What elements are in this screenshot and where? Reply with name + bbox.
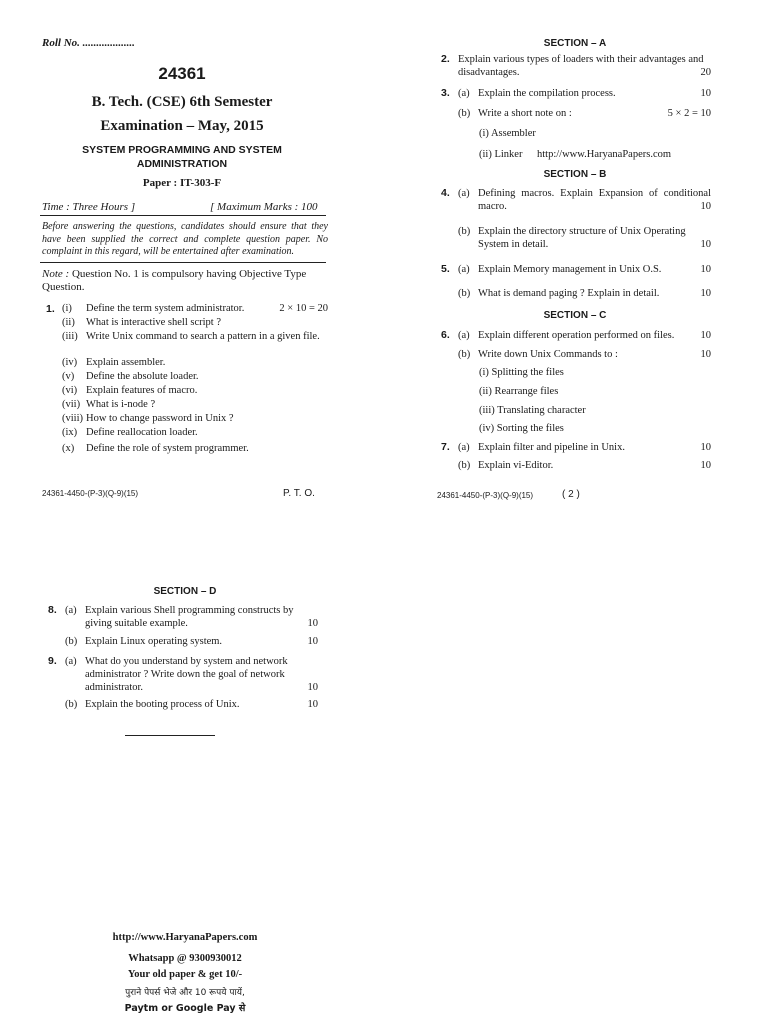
q6b-text: Write down Unix Commands to : — [478, 349, 618, 360]
q8b-text: Explain Linux operating system. — [85, 636, 223, 647]
q7b-text: Explain vi-Editor. — [478, 460, 554, 471]
q1-item-text: Explain assembler. — [86, 357, 166, 368]
q1-item-label: (ii) — [62, 317, 75, 328]
note — [42, 268, 328, 293]
q6b-iii: (iii) Translating character — [479, 405, 586, 416]
q3b-text: Write a short note on : — [478, 108, 572, 119]
q5a-marks: 10 — [700, 264, 711, 275]
paper-code: 24361 — [158, 64, 206, 83]
q1-number: 1. — [46, 303, 55, 315]
q1-item-label: (iii) — [62, 331, 78, 342]
subject-line-2: ADMINISTRATION — [136, 158, 228, 170]
whatsapp-number: Whatsapp @ 9300930012 — [128, 953, 242, 964]
q1-item-text: Define the absolute loader. — [86, 371, 199, 382]
q9a-text: What do you understand by system and network administrator ? Write down the goal of network administrator. — [85, 656, 288, 693]
subject-line-1: SYSTEM PROGRAMMING AND SYSTEM — [82, 144, 282, 156]
offer-text: Your old paper & get 10/- — [127, 969, 243, 980]
exam-title: Examination – May, 2015 — [100, 118, 264, 134]
q3b-i: (i) Assembler — [479, 128, 536, 139]
q1-item-text: What is interactive shell script ? — [86, 317, 221, 328]
divider — [40, 262, 326, 263]
q5a-text: Explain Memory management in Unix O.S. — [478, 264, 662, 275]
course-title: B. Tech. (CSE) 6th Semester — [91, 94, 273, 110]
q6b-label: (b) — [458, 349, 471, 360]
q4b-label: (b) — [458, 226, 471, 237]
note-label: Note : — [42, 268, 70, 280]
section-b-heading: SECTION – B — [543, 169, 607, 180]
time-label: Time : Three Hours ] — [42, 201, 136, 213]
note-text: Question No. 1 is compulsory having Objective Type Question. — [42, 268, 307, 293]
q1-item-label: (vii) — [62, 399, 81, 410]
q8b-marks: 10 — [307, 636, 318, 647]
q1-marks: 2 × 10 = 20 — [279, 303, 328, 314]
q3b-marks: 5 × 2 = 10 — [667, 108, 711, 119]
q9-number: 9. — [48, 655, 57, 667]
footer-code: 24361-4450-(P-3)(Q-9)(15) — [42, 489, 139, 498]
q8b-label: (b) — [65, 636, 78, 647]
q4a-label: (a) — [458, 188, 470, 199]
q9a-marks: 10 — [307, 682, 318, 693]
section-c-heading: SECTION – C — [543, 310, 607, 321]
q5a-label: (a) — [458, 264, 470, 275]
website-link[interactable]: http://www.HaryanaPapers.com — [537, 149, 672, 160]
q1-item-text: Explain features of macro. — [86, 385, 198, 396]
q9b-marks: 10 — [307, 699, 318, 710]
q3b-label: (b) — [458, 108, 471, 119]
q6a-marks: 10 — [700, 330, 711, 341]
max-marks-label: [ Maximum Marks : 100 — [210, 201, 318, 213]
question-2 — [441, 53, 711, 81]
q2-number: 2. — [441, 53, 450, 65]
q8-number: 8. — [48, 604, 57, 616]
q1-item-text: Write Unix command to search a pattern in a given file. — [86, 331, 320, 342]
q9b-text: Explain the booting process of Unix. — [85, 699, 240, 710]
q4b-marks: 10 — [700, 239, 711, 250]
q6b-marks: 10 — [700, 349, 711, 360]
q1-item-label: (viii) — [62, 413, 83, 424]
q5-number: 5. — [441, 263, 450, 275]
q7a-marks: 10 — [700, 442, 711, 453]
roll-no: Roll No. ................... — [42, 37, 135, 49]
q1-item-label: (vi) — [62, 385, 78, 396]
q1-item-text: What is i-node ? — [86, 399, 156, 410]
q7b-marks: 10 — [700, 460, 711, 471]
q7a-text: Explain filter and pipeline in Unix. — [478, 442, 625, 453]
q6b-ii: (ii) Rearrange files — [479, 386, 559, 397]
q7b-label: (b) — [458, 460, 471, 471]
q3a-marks: 10 — [700, 88, 711, 99]
q3b-ii: (ii) Linker — [479, 149, 523, 160]
q2-text: Explain various types of loaders with their advantages and disadvantages. — [458, 54, 704, 78]
q6a-text: Explain different operation performed on files. — [478, 330, 675, 341]
section-d-heading: SECTION – D — [153, 586, 217, 597]
q3-number: 3. — [441, 87, 450, 99]
q1-item-label: (i) — [62, 303, 72, 314]
q4-number: 4. — [441, 187, 450, 199]
q3a-label: (a) — [458, 88, 470, 99]
section-a-heading: SECTION – A — [543, 38, 607, 49]
footer-code-2: 24361-4450-(P-3)(Q-9)(15) — [437, 491, 534, 500]
q6b-i: (i) Splitting the files — [479, 367, 564, 378]
q1-item-text: Define reallocation loader. — [86, 427, 198, 438]
q9b-label: (b) — [65, 699, 78, 710]
q8a-text: Explain various Shell programming constructs by giving suitable example. — [85, 605, 294, 629]
q6a-label: (a) — [458, 330, 470, 341]
end-rule — [125, 735, 215, 736]
q6-number: 6. — [441, 329, 450, 341]
q1-item-text: Define the role of system programmer. — [86, 443, 249, 454]
q8a-marks: 10 — [307, 618, 318, 629]
q7-number: 7. — [441, 441, 450, 453]
payment-text: Paytm or Google Pay से — [124, 1003, 246, 1014]
q7a-label: (a) — [458, 442, 470, 453]
q1-item-label: (ix) — [62, 427, 78, 438]
q4b-text: Explain the directory structure of Unix Operating System in detail. — [478, 226, 686, 250]
instructions: Before answering the questions, candidates should ensure that they have been supplied the correct and complete question paper. No complaint in this regard, will be entertained after examination. — [42, 221, 328, 257]
q1-item-label: (iv) — [62, 357, 78, 368]
q4a-text: Defining macros. Explain Expansion of conditional macro. — [478, 188, 711, 212]
hindi-text: पुराने पेपर्स भेजे और 10 रूपये पायें, — [125, 988, 245, 998]
page-number: ( 2 ) — [562, 489, 580, 500]
pto: P. T. O. — [283, 488, 315, 499]
divider — [40, 215, 326, 216]
q9a-label: (a) — [65, 656, 77, 667]
q1-item-label: (v) — [62, 371, 75, 382]
q1-item-text: Define the term system administrator. — [86, 303, 245, 314]
q5b-text: What is demand paging ? Explain in detail. — [478, 288, 660, 299]
q2-marks: 20 — [700, 67, 711, 78]
q6b-iv: (iv) Sorting the files — [479, 423, 564, 434]
q4a-marks: 10 — [700, 201, 711, 212]
q1-item-text: How to change password in Unix ? — [86, 413, 234, 424]
q5b-label: (b) — [458, 288, 471, 299]
q5b-marks: 10 — [700, 288, 711, 299]
paper-number: Paper : IT-303-F — [142, 177, 222, 189]
q3a-text: Explain the compilation process. — [478, 88, 616, 99]
q8a-label: (a) — [65, 605, 77, 616]
q1-item-label: (x) — [62, 443, 75, 454]
promo-url[interactable]: http://www.HaryanaPapers.com — [112, 932, 258, 943]
